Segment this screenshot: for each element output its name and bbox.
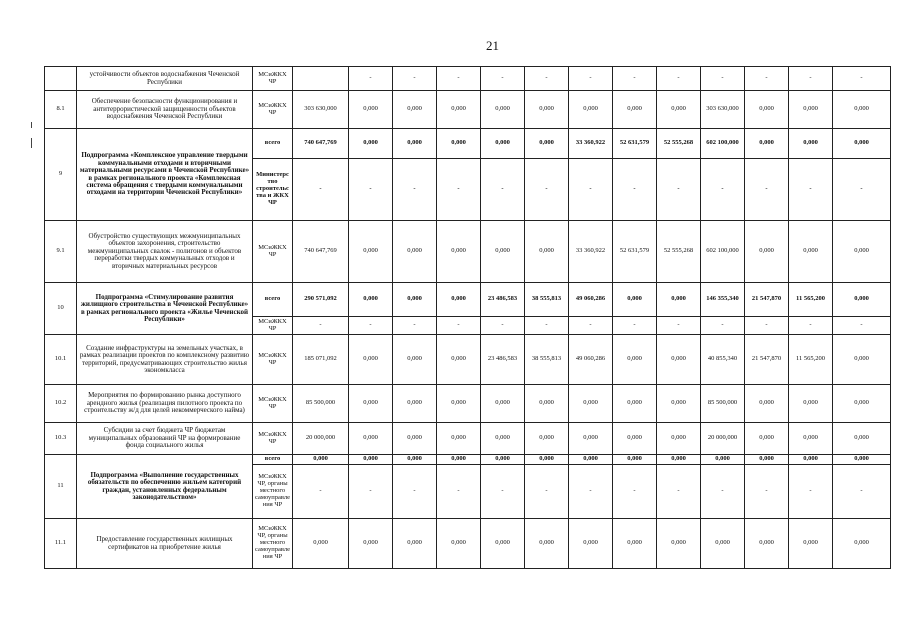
year-amount: - — [789, 67, 833, 91]
year-amount: 0,000 — [613, 91, 657, 129]
year-amount: 52 555,268 — [657, 129, 701, 159]
year-amount: 0,000 — [833, 91, 891, 129]
year-amount: - — [481, 317, 525, 335]
year-amount: 38 555,813 — [525, 283, 569, 317]
year-amount: - — [833, 317, 891, 335]
total-amount: 303 630,000 — [293, 91, 349, 129]
responsible-executor: Министерство строительства и ЖКХ ЧР — [253, 159, 293, 221]
total-amount: 740 647,769 — [293, 129, 349, 159]
responsible-executor: всего — [253, 455, 293, 465]
year-amount: 0,000 — [745, 455, 789, 465]
year-amount: 0,000 — [481, 129, 525, 159]
total-amount: 185 071,092 — [293, 335, 349, 385]
year-amount: 0,000 — [393, 129, 437, 159]
year-amount: 0,000 — [833, 129, 891, 159]
year-amount: 0,000 — [393, 221, 437, 283]
year-amount: - — [481, 159, 525, 221]
year-amount: 0,000 — [437, 519, 481, 569]
year-amount: 0,000 — [393, 455, 437, 465]
year-amount: 0,000 — [613, 283, 657, 317]
page-number: 21 — [486, 38, 499, 53]
table-row — [45, 221, 891, 283]
year-amount: - — [789, 465, 833, 519]
table-row — [45, 67, 891, 91]
year-amount: 0,000 — [833, 283, 891, 317]
row-description: устойчивости объектов водоснабжения Чеченской Республики — [77, 67, 253, 91]
year-amount: 0,000 — [701, 455, 745, 465]
table-row — [45, 283, 891, 317]
row-description: Подпрограмма «Стимулирование развития жилищного строительства в Чеченской Республике» в рамках регионального проекта «Жилье Чеченской Республики» — [77, 283, 253, 335]
year-amount: - — [437, 465, 481, 519]
row-index: 10.2 — [45, 385, 77, 423]
year-amount: 33 360,922 — [569, 129, 613, 159]
year-amount: 0,000 — [745, 221, 789, 283]
year-amount: - — [393, 159, 437, 221]
year-amount: 0,000 — [437, 423, 481, 455]
year-amount: 38 555,813 — [525, 335, 569, 385]
year-amount: 0,000 — [349, 519, 393, 569]
year-amount: 0,000 — [569, 385, 613, 423]
year-amount: 0,000 — [657, 335, 701, 385]
year-amount: - — [701, 159, 745, 221]
year-amount: 0,000 — [745, 91, 789, 129]
responsible-executor: МСиЖКХ ЧР, органы местного самоуправления ЧР — [253, 465, 293, 519]
year-amount: 0,000 — [613, 423, 657, 455]
responsible-executor: МСиЖКХ ЧР — [253, 423, 293, 455]
year-amount: 0,000 — [657, 283, 701, 317]
total-amount: 20 000,000 — [293, 423, 349, 455]
year-amount: - — [349, 465, 393, 519]
year-amount: 0,000 — [481, 455, 525, 465]
year-amount: - — [393, 67, 437, 91]
responsible-executor: МСиЖКХ ЧР — [253, 91, 293, 129]
year-amount: - — [525, 317, 569, 335]
row-index: 10 — [45, 283, 77, 335]
year-amount: - — [525, 67, 569, 91]
year-amount: 0,000 — [437, 455, 481, 465]
year-amount: 0,000 — [657, 423, 701, 455]
year-amount: - — [437, 317, 481, 335]
year-amount: - — [613, 159, 657, 221]
year-amount: 0,000 — [437, 91, 481, 129]
year-amount: - — [393, 465, 437, 519]
year-amount: 0,000 — [701, 519, 745, 569]
year-amount: 0,000 — [437, 283, 481, 317]
year-amount: 0,000 — [437, 129, 481, 159]
year-amount: - — [745, 317, 789, 335]
year-amount: 0,000 — [745, 519, 789, 569]
year-amount: - — [833, 159, 891, 221]
row-description: Мероприятия по формированию рынка доступного арендного жилья (реализация пилотного проекта по строительству ж/д для целей некоммерческого найма) — [77, 385, 253, 423]
year-amount: - — [657, 159, 701, 221]
year-amount: 52 631,579 — [613, 221, 657, 283]
year-amount: - — [525, 465, 569, 519]
total-amount: - — [293, 317, 349, 335]
row-description: Обеспечение безопасности функционирования и антитеррористической защищенности объектов водоснабжения Чеченской Республики — [77, 91, 253, 129]
year-amount: - — [613, 67, 657, 91]
year-amount: 0,000 — [789, 221, 833, 283]
row-index: 9 — [45, 129, 77, 221]
year-amount: - — [701, 67, 745, 91]
year-amount: - — [701, 317, 745, 335]
year-amount: 0,000 — [481, 221, 525, 283]
year-amount: 0,000 — [349, 129, 393, 159]
year-amount: 0,000 — [525, 221, 569, 283]
total-amount: 85 500,000 — [293, 385, 349, 423]
year-amount: 0,000 — [789, 385, 833, 423]
year-amount: 0,000 — [437, 221, 481, 283]
year-amount: 11 565,200 — [789, 283, 833, 317]
year-amount: - — [701, 465, 745, 519]
table-row — [45, 129, 891, 159]
row-description: Предоставление государственных жилищных сертификатов на приобретение жилья — [77, 519, 253, 569]
table-row — [45, 423, 891, 455]
row-index: 10.1 — [45, 335, 77, 385]
year-amount: 0,000 — [789, 91, 833, 129]
responsible-executor: всего — [253, 283, 293, 317]
year-amount: 0,000 — [613, 335, 657, 385]
year-amount: 0,000 — [569, 519, 613, 569]
year-amount: 0,000 — [393, 283, 437, 317]
total-amount: - — [293, 159, 349, 221]
year-amount: 602 100,000 — [701, 221, 745, 283]
year-amount: - — [569, 317, 613, 335]
margin-mark — [31, 138, 32, 148]
responsible-executor: МСиЖКХ ЧР — [253, 335, 293, 385]
year-amount: - — [525, 159, 569, 221]
budget-table — [44, 66, 891, 569]
year-amount: 0,000 — [349, 385, 393, 423]
year-amount: 0,000 — [833, 385, 891, 423]
year-amount: 0,000 — [745, 423, 789, 455]
row-description: Подпрограмма «Комплексное управление твердыми коммунальными отходами и вторичными материальными ресурсами в Чеченской Республике» в рамках регионального проекта «Комплексная система обращения с твердыми коммунальными отходами на территории Чеченской Республики» — [77, 129, 253, 221]
responsible-executor: МСиЖКХ ЧР — [253, 385, 293, 423]
year-amount: 21 547,870 — [745, 283, 789, 317]
year-amount: 52 555,268 — [657, 221, 701, 283]
year-amount: 0,000 — [349, 91, 393, 129]
year-amount: 0,000 — [393, 91, 437, 129]
year-amount: 21 547,870 — [745, 335, 789, 385]
year-amount: - — [349, 317, 393, 335]
year-amount: 0,000 — [789, 423, 833, 455]
year-amount: 0,000 — [525, 519, 569, 569]
year-amount: - — [789, 159, 833, 221]
year-amount: 0,000 — [525, 91, 569, 129]
row-index: 11 — [45, 455, 77, 519]
year-amount: 0,000 — [349, 283, 393, 317]
year-amount: 0,000 — [525, 455, 569, 465]
year-amount: 0,000 — [745, 385, 789, 423]
table-row — [45, 385, 891, 423]
year-amount: - — [833, 67, 891, 91]
year-amount: - — [657, 67, 701, 91]
year-amount: 0,000 — [833, 423, 891, 455]
responsible-executor: всего — [253, 129, 293, 159]
year-amount: 33 360,922 — [569, 221, 613, 283]
year-amount: - — [569, 67, 613, 91]
year-amount: 0,000 — [393, 385, 437, 423]
row-description: Субсидии за счет бюджета ЧР бюджетам муниципальных образований ЧР на формирование фонда социального жилья — [77, 423, 253, 455]
year-amount: - — [613, 317, 657, 335]
year-amount: 23 486,583 — [481, 283, 525, 317]
year-amount: 0,000 — [613, 519, 657, 569]
year-amount: - — [393, 317, 437, 335]
year-amount: 0,000 — [569, 423, 613, 455]
year-amount: - — [481, 465, 525, 519]
year-amount: - — [569, 159, 613, 221]
year-amount: 0,000 — [789, 129, 833, 159]
responsible-executor: МСиЖКХ ЧР — [253, 67, 293, 91]
year-amount: 0,000 — [393, 423, 437, 455]
margin-mark — [31, 122, 32, 128]
year-amount: 602 100,000 — [701, 129, 745, 159]
year-amount: 0,000 — [349, 335, 393, 385]
year-amount: 0,000 — [393, 519, 437, 569]
year-amount: 0,000 — [481, 423, 525, 455]
year-amount: 23 486,583 — [481, 335, 525, 385]
row-description: Создание инфраструктуры на земельных участках, в рамках реализации проектов по комплексному развитию территорий, предусматривающих строительство жилья экономкласса — [77, 335, 253, 385]
row-index: 11.1 — [45, 519, 77, 569]
year-amount: 49 060,286 — [569, 335, 613, 385]
row-index: 8.1 — [45, 91, 77, 129]
year-amount: 0,000 — [525, 423, 569, 455]
total-amount: - — [293, 465, 349, 519]
year-amount: 0,000 — [349, 221, 393, 283]
year-amount: 0,000 — [569, 455, 613, 465]
row-index — [45, 67, 77, 91]
total-amount: 0,000 — [293, 455, 349, 465]
year-amount: 0,000 — [613, 455, 657, 465]
row-description: Обустройство существующих межмуниципальных объектов захоронения, строительство межмуниципальных свалок - полигонов и объектов переработки твердых коммунальных отходов и вторичных материальных ресурсов — [77, 221, 253, 283]
table-row — [45, 91, 891, 129]
year-amount: 0,000 — [789, 455, 833, 465]
year-amount: 0,000 — [745, 129, 789, 159]
year-amount: 0,000 — [657, 385, 701, 423]
year-amount: 303 630,000 — [701, 91, 745, 129]
year-amount: 0,000 — [349, 423, 393, 455]
year-amount: 0,000 — [481, 385, 525, 423]
total-amount — [293, 67, 349, 91]
year-amount: 0,000 — [525, 385, 569, 423]
year-amount: - — [657, 465, 701, 519]
year-amount: 0,000 — [833, 221, 891, 283]
year-amount: - — [745, 465, 789, 519]
year-amount: 40 855,340 — [701, 335, 745, 385]
row-description: Подпрограмма «Выполнение государственных обязательств по обеспечению жильем категорий граждан, установленных федеральным законодательством» — [77, 455, 253, 519]
total-amount: 740 647,769 — [293, 221, 349, 283]
year-amount: - — [657, 317, 701, 335]
table-row — [45, 519, 891, 569]
year-amount: 0,000 — [833, 335, 891, 385]
total-amount: 290 571,092 — [293, 283, 349, 317]
responsible-executor: МСиЖКХ ЧР, органы местного самоуправления ЧР — [253, 519, 293, 569]
year-amount: - — [481, 67, 525, 91]
table-row — [45, 335, 891, 385]
year-amount: - — [745, 67, 789, 91]
year-amount: 0,000 — [349, 455, 393, 465]
year-amount: 20 000,000 — [701, 423, 745, 455]
year-amount: 0,000 — [657, 455, 701, 465]
year-amount: 0,000 — [481, 91, 525, 129]
year-amount: 85 500,000 — [701, 385, 745, 423]
year-amount: 0,000 — [393, 335, 437, 385]
year-amount: - — [349, 67, 393, 91]
total-amount: 0,000 — [293, 519, 349, 569]
year-amount: - — [569, 465, 613, 519]
year-amount: 0,000 — [833, 455, 891, 465]
year-amount: 0,000 — [437, 385, 481, 423]
year-amount: - — [437, 67, 481, 91]
year-amount: 0,000 — [569, 91, 613, 129]
year-amount: 0,000 — [657, 519, 701, 569]
year-amount: - — [833, 465, 891, 519]
year-amount: 11 565,200 — [789, 335, 833, 385]
year-amount: 0,000 — [437, 335, 481, 385]
year-amount: 49 060,286 — [569, 283, 613, 317]
year-amount: - — [349, 159, 393, 221]
responsible-executor: МСиЖКХ ЧР — [253, 221, 293, 283]
year-amount: 146 355,340 — [701, 283, 745, 317]
year-amount: 0,000 — [525, 129, 569, 159]
row-index: 9.1 — [45, 221, 77, 283]
year-amount: 0,000 — [481, 519, 525, 569]
year-amount: - — [789, 317, 833, 335]
year-amount: - — [437, 159, 481, 221]
row-index: 10.3 — [45, 423, 77, 455]
year-amount: 0,000 — [833, 519, 891, 569]
responsible-executor: МСиЖКХ ЧР — [253, 317, 293, 335]
year-amount: - — [745, 159, 789, 221]
year-amount: 0,000 — [613, 385, 657, 423]
year-amount: - — [613, 465, 657, 519]
year-amount: 0,000 — [657, 91, 701, 129]
table-row — [45, 455, 891, 465]
year-amount: 52 631,579 — [613, 129, 657, 159]
year-amount: 0,000 — [789, 519, 833, 569]
